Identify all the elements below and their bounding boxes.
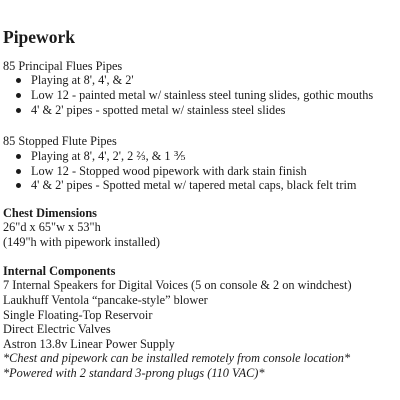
bullet-icon <box>16 108 21 113</box>
bullet-icon <box>16 93 21 98</box>
internal-note-1: *Chest and pipework can be installed remotely from console location* <box>3 351 351 365</box>
principal-heading: 85 Principal Flues Pipes <box>3 59 123 73</box>
bullet-icon <box>16 154 21 159</box>
principal-bullet-2 <box>16 87 373 103</box>
principal-bullet-2-text: Low 12 - painted metal w/ stainless steel tuning slides, gothic mouths <box>31 88 374 102</box>
pipework-spec-document <box>3 0 398 400</box>
chest-dimensions: 26"d x 65"w x 53"h <box>3 220 101 234</box>
principal-bullet-1-text: Playing at 8', 4', & 2' <box>31 73 134 87</box>
stopped-bullet-3-text: 4' & 2' pipes - Spotted metal w/ tapered metal caps, black felt trim <box>31 178 357 192</box>
chest-installed-height: (149"h with pipework installed) <box>3 235 160 249</box>
stopped-bullet-3 <box>16 177 356 193</box>
internal-line-3: Single Floating-Top Reservoir <box>3 308 153 322</box>
stopped-bullet-1-text: Playing at 8', 4', 2', 2 ⅔, & 1 ⅗ <box>31 149 186 163</box>
principal-bullet-1 <box>16 72 134 88</box>
page-title: Pipework <box>3 27 75 47</box>
bullet-icon <box>16 169 21 174</box>
chest-heading: Chest Dimensions <box>3 206 97 220</box>
stopped-bullet-2-text: Low 12 - Stopped wood pipework with dark stain finish <box>31 164 307 178</box>
internal-line-4: Direct Electric Valves <box>3 322 111 336</box>
internal-line-2: Laukhuff Ventola “pancake-style” blower <box>3 293 208 307</box>
internal-line-5: Astron 13.8v Linear Power Supply <box>3 337 175 351</box>
stopped-heading: 85 Stopped Flute Pipes <box>3 134 117 148</box>
principal-bullet-3-text: 4' & 2' pipes - spotted metal w/ stainless steel slides <box>31 103 286 117</box>
internal-note-2: *Powered with 2 standard 3-prong plugs (110 VAC)* <box>3 366 265 380</box>
bullet-icon <box>16 78 21 83</box>
internal-line-1: 7 Internal Speakers for Digital Voices (5 on console & 2 on windchest) <box>3 278 352 292</box>
bullet-icon <box>16 183 21 188</box>
stopped-bullet-1 <box>16 148 186 164</box>
principal-bullet-3 <box>16 102 285 118</box>
internal-heading: Internal Components <box>3 264 116 278</box>
